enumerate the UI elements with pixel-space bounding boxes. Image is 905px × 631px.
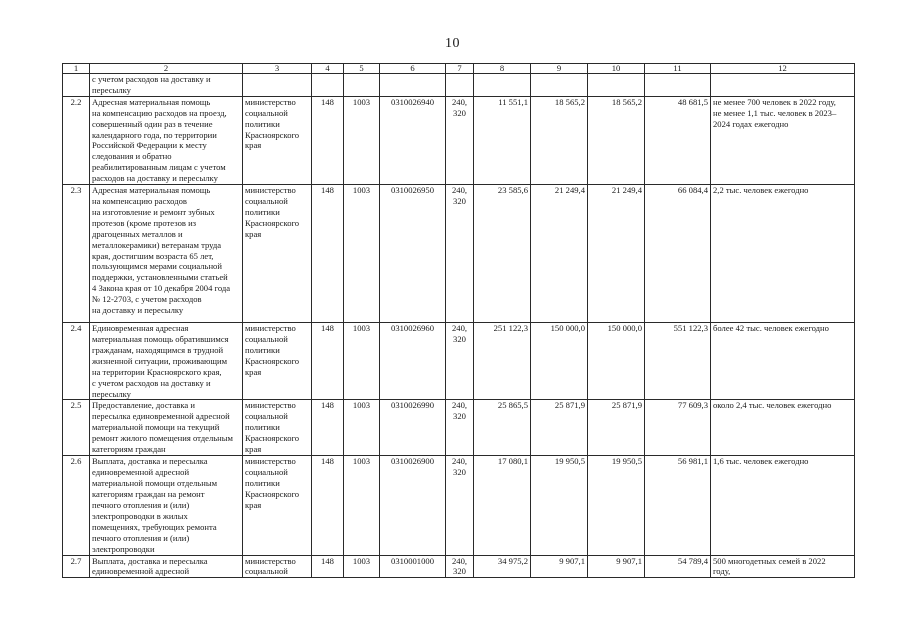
- total-cell: 56 981,1: [645, 456, 711, 555]
- vr-cell: 240, 320: [446, 185, 474, 323]
- header-cell: 9: [531, 64, 588, 74]
- y2024-cell: 25 871,9: [588, 400, 645, 456]
- row-number-cell: [63, 74, 90, 97]
- grbs-cell: 148: [312, 400, 344, 456]
- y2022-cell: 34 975,2: [474, 555, 531, 578]
- executor-cell: [243, 74, 312, 97]
- grbs-cell: 148: [312, 456, 344, 555]
- row-number-cell: 2.5: [63, 400, 90, 456]
- y2023-cell: 19 950,5: [531, 456, 588, 555]
- csr-cell: 0310026960: [380, 323, 446, 400]
- header-cell: 4: [312, 64, 344, 74]
- header-cell: 11: [645, 64, 711, 74]
- header-cell: 1: [63, 64, 90, 74]
- y2022-cell: 25 865,5: [474, 400, 531, 456]
- executor-cell: министерство социальной политики Красноярского края: [243, 96, 312, 184]
- grbs-cell: 148: [312, 96, 344, 184]
- result-cell: 2,2 тыс. человек ежегодно: [711, 185, 855, 323]
- budget-measures-table: [62, 63, 855, 578]
- executor-cell: министерство социальной политики Красноярского края: [243, 400, 312, 456]
- vr-cell: 240, 320: [446, 400, 474, 456]
- vr-cell: [446, 74, 474, 97]
- rzpr-cell: 1003: [344, 555, 380, 578]
- result-cell: около 2,4 тыс. человек ежегодно: [711, 400, 855, 456]
- table-row: [63, 96, 855, 184]
- vr-cell: 240, 320: [446, 555, 474, 578]
- total-cell: 48 681,5: [645, 96, 711, 184]
- header-cell: 2: [90, 64, 243, 74]
- csr-cell: 0310001000: [380, 555, 446, 578]
- result-cell: 500 многодетных семей в 2022 году,: [711, 555, 855, 578]
- vr-cell: 240, 320: [446, 456, 474, 555]
- grbs-cell: [312, 74, 344, 97]
- result-cell: более 42 тыс. человек ежегодно: [711, 323, 855, 400]
- header-cell: 6: [380, 64, 446, 74]
- row-number-cell: 2.3: [63, 185, 90, 323]
- y2022-cell: 11 551,1: [474, 96, 531, 184]
- y2022-cell: 17 080,1: [474, 456, 531, 555]
- description-cell: Адресная материальная помощь на компенсацию расходов на изготовление и ремонт зубных протезов (кроме протезов из драгоценных металлов и металлокерамики) ветеранам труда края, достигшим возраста 65 лет, пользующимся мерами социальной поддержки, установленными статьей 4 Закона края от 10 декабря 2004 года № 12-2703, с учетом расходов на доставку и пересылку: [90, 185, 243, 323]
- result-cell: не менее 700 человек в 2022 году, не менее 1,1 тыс. человек в 2023– 2024 годах ежегодно: [711, 96, 855, 184]
- total-cell: [645, 74, 711, 97]
- header-cell: 3: [243, 64, 312, 74]
- continuation-row: [63, 74, 855, 97]
- y2024-cell: 21 249,4: [588, 185, 645, 323]
- row-number-cell: 2.4: [63, 323, 90, 400]
- row-number-cell: 2.6: [63, 456, 90, 555]
- rzpr-cell: 1003: [344, 400, 380, 456]
- total-cell: 66 084,4: [645, 185, 711, 323]
- table-row: [63, 185, 855, 323]
- result-cell: 1,6 тыс. человек ежегодно: [711, 456, 855, 555]
- rzpr-cell: 1003: [344, 323, 380, 400]
- csr-cell: [380, 74, 446, 97]
- header-cell: 10: [588, 64, 645, 74]
- y2023-cell: 150 000,0: [531, 323, 588, 400]
- csr-cell: 0310026940: [380, 96, 446, 184]
- header-cell: 8: [474, 64, 531, 74]
- y2024-cell: 19 950,5: [588, 456, 645, 555]
- y2023-cell: 21 249,4: [531, 185, 588, 323]
- grbs-cell: 148: [312, 323, 344, 400]
- rzpr-cell: 1003: [344, 96, 380, 184]
- y2023-cell: 18 565,2: [531, 96, 588, 184]
- row-number-cell: 2.7: [63, 555, 90, 578]
- grbs-cell: 148: [312, 555, 344, 578]
- y2023-cell: 25 871,9: [531, 400, 588, 456]
- rzpr-cell: 1003: [344, 185, 380, 323]
- executor-cell: министерство социальной политики Красноярского края: [243, 185, 312, 323]
- header-cell: 5: [344, 64, 380, 74]
- executor-cell: министерство социальной: [243, 555, 312, 578]
- result-cell: [711, 74, 855, 97]
- y2023-cell: 9 907,1: [531, 555, 588, 578]
- header-cell: 7: [446, 64, 474, 74]
- description-cell: Выплата, доставка и пересылка единовременной адресной материальной помощи отдельным категориям граждан на ремонт печного отопления и (или) электропроводки в жилых помещениях, требующих ремонта печного отопления и (или) электропроводки: [90, 456, 243, 555]
- y2022-cell: 251 122,3: [474, 323, 531, 400]
- y2023-cell: [531, 74, 588, 97]
- header-cell: 12: [711, 64, 855, 74]
- y2024-cell: 150 000,0: [588, 323, 645, 400]
- y2024-cell: 18 565,2: [588, 96, 645, 184]
- header-row: [63, 64, 855, 74]
- row-number-cell: 2.2: [63, 96, 90, 184]
- table-row: [63, 555, 855, 578]
- y2022-cell: 23 585,6: [474, 185, 531, 323]
- executor-cell: министерство социальной политики Красноярского края: [243, 323, 312, 400]
- table-row: [63, 323, 855, 400]
- description-cell: Предоставление, доставка и пересылка единовременной адресной материальной помощи на текущий ремонт жилого помещения отдельным категориям граждан: [90, 400, 243, 456]
- page-number: 10: [445, 36, 460, 51]
- grbs-cell: 148: [312, 185, 344, 323]
- y2024-cell: [588, 74, 645, 97]
- executor-cell: министерство социальной политики Красноярского края: [243, 456, 312, 555]
- table-row: [63, 400, 855, 456]
- vr-cell: 240, 320: [446, 96, 474, 184]
- csr-cell: 0310026900: [380, 456, 446, 555]
- y2024-cell: 9 907,1: [588, 555, 645, 578]
- y2022-cell: [474, 74, 531, 97]
- description-cell: Адресная материальная помощь на компенсацию расходов на проезд, совершенный один раз в течение календарного года, по территории Российской Федерации к месту следования и обратно реабилитированным лицам с учетом расходов на доставку и пересылку: [90, 96, 243, 184]
- csr-cell: 0310026990: [380, 400, 446, 456]
- total-cell: 551 122,3: [645, 323, 711, 400]
- table-row: [63, 456, 855, 555]
- rzpr-cell: [344, 74, 380, 97]
- total-cell: 54 789,4: [645, 555, 711, 578]
- description-cell: с учетом расходов на доставку и пересылку: [90, 74, 243, 97]
- csr-cell: 0310026950: [380, 185, 446, 323]
- description-cell: Выплата, доставка и пересылка единовременной адресной: [90, 555, 243, 578]
- vr-cell: 240, 320: [446, 323, 474, 400]
- rzpr-cell: 1003: [344, 456, 380, 555]
- description-cell: Единовременная адресная материальная помощь обратившимся гражданам, находящимся в трудной жизненной ситуации, проживающим на территории Красноярского края, с учетом расходов на доставку и пересылку: [90, 323, 243, 400]
- total-cell: 77 609,3: [645, 400, 711, 456]
